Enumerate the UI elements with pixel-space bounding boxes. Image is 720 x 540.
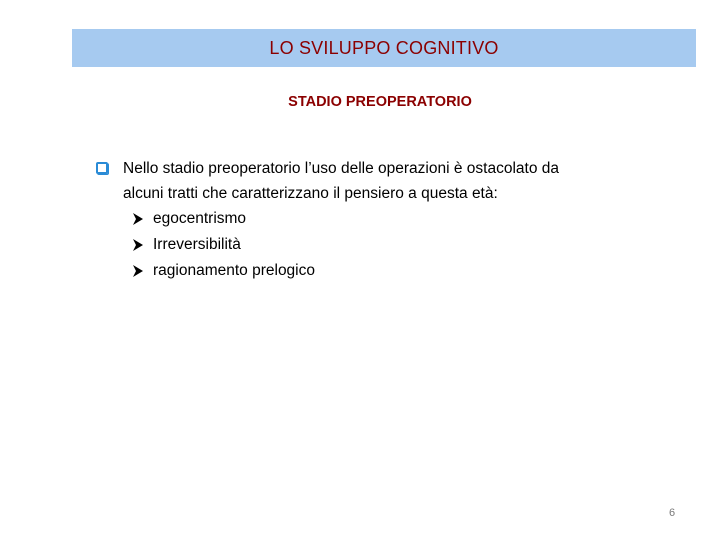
main-bullet-text [123, 156, 696, 206]
arrow-bullet-icon [132, 264, 144, 278]
title-bar [72, 29, 696, 67]
main-bullet-line-2: alcuni tratti che caratterizzano il pensiero a questa età: [123, 185, 498, 202]
sub-bullet-text: egocentrismo [153, 210, 247, 227]
sub-bullet-irreversibilita [132, 232, 696, 258]
bullet-block [96, 156, 696, 284]
q-square-bullet-icon [96, 162, 108, 174]
slide-title: LO SVILUPPO COGNITIVO [269, 37, 499, 58]
sub-bullet-text: Irreversibilità [153, 236, 241, 253]
slide-subtitle: STADIO PREOPERATORIO [288, 94, 472, 110]
arrow-bullet-icon [132, 212, 144, 226]
sub-bullet-egocentrismo [132, 206, 696, 232]
main-bullet [96, 156, 696, 206]
arrow-bullet-icon [132, 238, 144, 252]
sub-bullet-list [96, 206, 696, 284]
page-number: 6 [668, 507, 676, 519]
sub-bullet-ragionamento-prelogico [132, 258, 696, 284]
sub-bullet-text: ragionamento prelogico [153, 262, 315, 279]
main-bullet-line-1: Nello stadio preoperatorio l’uso delle operazioni è ostacolato da [123, 160, 559, 177]
